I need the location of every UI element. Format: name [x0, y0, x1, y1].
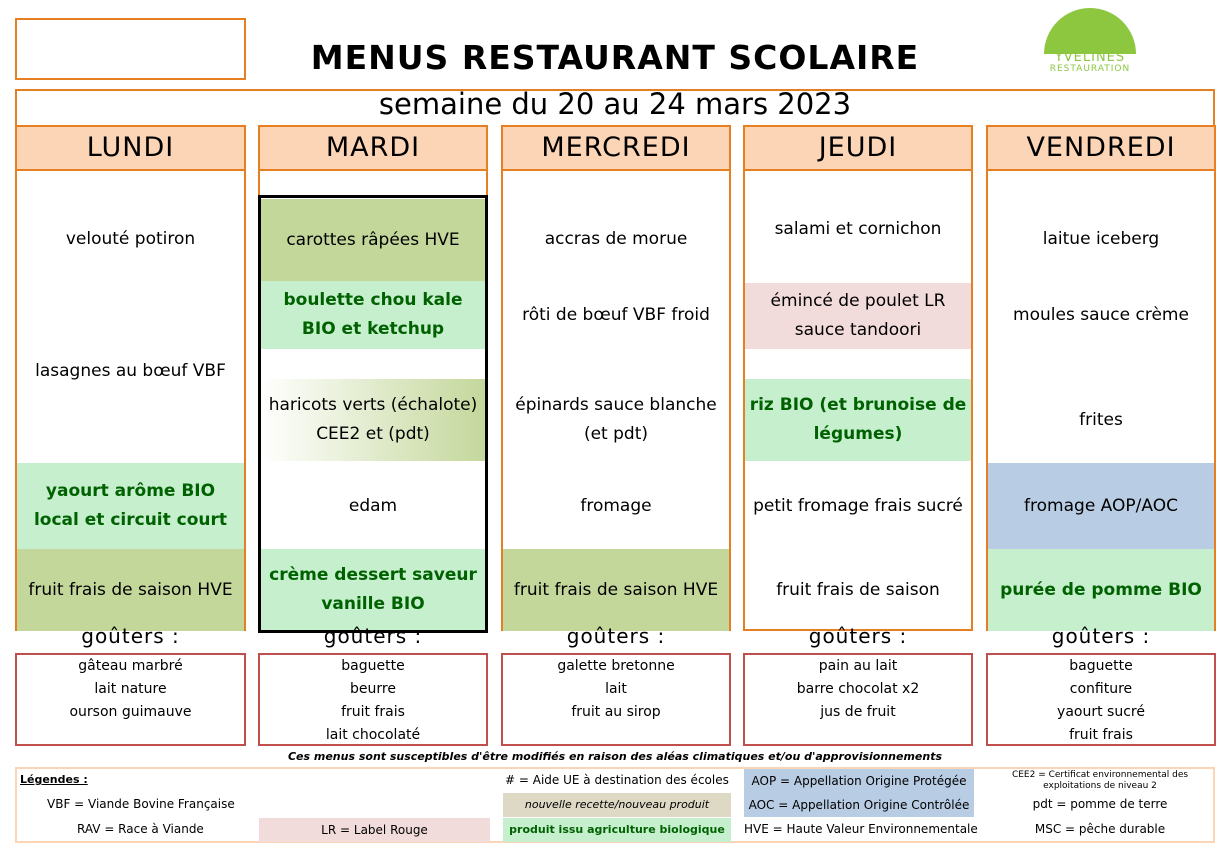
- gouter-item: pain au lait: [818, 658, 898, 674]
- day-header-vendredi: VENDREDI: [988, 127, 1214, 171]
- gouters-box-mercredi: [501, 653, 731, 746]
- mardi-highlight-frame: [258, 195, 488, 633]
- menu-entree-lundi: velouté potiron: [65, 228, 196, 249]
- logo-arc-icon: [1044, 8, 1136, 54]
- legend-pdt: pdt = pomme de terre: [1032, 797, 1168, 811]
- gouters-box-vendredi: [986, 653, 1216, 746]
- logo-placeholder-box: [15, 18, 246, 80]
- menu-plat-lundi: lasagnes au bœuf VBF: [35, 360, 226, 381]
- gouter-item: ourson guimauve: [69, 704, 192, 720]
- menu-laitier-mercredi: fromage: [580, 495, 652, 516]
- gouter-item: fruit au sirop: [571, 704, 661, 720]
- menu-plat-jeudi: émincé de poulet LR sauce tandoori: [745, 283, 971, 349]
- gouters-label-lundi: goûters :: [81, 624, 180, 648]
- gouter-item: yaourt sucré: [1057, 704, 1145, 720]
- disclaimer-note: Ces menus sont susceptibles d'être modifiés en raison des aléas climatiques et/ou d'approvisionnements: [287, 750, 943, 763]
- day-header-mercredi: MERCREDI: [503, 127, 729, 171]
- gouter-item: fruit frais: [1069, 727, 1133, 743]
- legend-panel: [15, 767, 1215, 843]
- day-column-jeudi: [743, 125, 973, 631]
- day-header-lundi: LUNDI: [17, 127, 244, 171]
- logo-subtitle: RESTAURATION: [1049, 64, 1131, 74]
- day-header-mardi: MARDI: [260, 127, 486, 171]
- gouter-item: baguette: [1069, 658, 1133, 674]
- legend-aop: AOP = Appellation Origine Protégée: [744, 769, 974, 793]
- legend-lr: LR = Label Rouge: [259, 818, 490, 842]
- gouter-item: lait chocolaté: [325, 727, 421, 743]
- gouters-label-vendredi: goûters :: [1051, 624, 1151, 648]
- menu-dessert-lundi: fruit frais de saison HVE: [17, 549, 244, 631]
- menu-legume-mardi: haricots verts (échalote) CEE2 et (pdt): [260, 379, 486, 461]
- gouter-item: baguette: [341, 658, 405, 674]
- gouters-box-mardi: [258, 653, 488, 746]
- gouter-item: lait nature: [94, 681, 167, 697]
- menu-entree-jeudi: salami et cornichon: [774, 218, 942, 239]
- logo-name: YVELINES: [1054, 50, 1126, 65]
- menu-dessert-jeudi: fruit frais de saison: [776, 579, 940, 600]
- day-column-vendredi: [986, 125, 1216, 631]
- page-title: MENUS RESTAURANT SCOLAIRE: [310, 38, 920, 77]
- menu-dessert-vendredi: purée de pomme BIO: [988, 549, 1214, 631]
- gouter-item: confiture: [1069, 681, 1133, 697]
- legend-cee2: CEE2 = Certificat environnemental des exploitations de niveau 2: [1011, 770, 1189, 790]
- menu-laitier-mardi: edam: [348, 495, 398, 516]
- legend-bio: produit issu agriculture biologique: [503, 818, 731, 842]
- yvelines-restauration-logo: [1030, 6, 1150, 76]
- legend-rav: RAV = Race à Viande: [77, 822, 204, 836]
- legend-hve: HVE = Haute Valeur Environnementale: [744, 822, 978, 836]
- gouters-label-jeudi: goûters :: [808, 624, 908, 648]
- gouters-label-mardi: goûters :: [323, 624, 423, 648]
- menu-laitier-vendredi: fromage AOP/AOC: [988, 463, 1214, 549]
- day-column-mercredi: [501, 125, 731, 631]
- week-title: semaine du 20 au 24 mars 2023: [378, 87, 852, 121]
- legend-vbf: VBF = Viande Bovine Française: [47, 797, 235, 811]
- menu-legume-jeudi: riz BIO (et brunoise de légumes): [745, 379, 971, 461]
- day-header-jeudi: JEUDI: [745, 127, 971, 171]
- menu-entree-mardi: carottes râpées HVE: [260, 199, 486, 281]
- menu-plat-mercredi: rôti de bœuf VBF froid: [522, 304, 710, 325]
- menu-entree-vendredi: laitue iceberg: [1042, 228, 1160, 249]
- gouter-item: gâteau marbré: [78, 658, 183, 674]
- menu-legume-vendredi: frites: [1079, 409, 1123, 430]
- gouter-item: lait: [605, 681, 627, 697]
- menu-legume-mercredi: épinards sauce blanche (et pdt): [515, 395, 717, 444]
- menu-dessert-mercredi: fruit frais de saison HVE: [503, 549, 729, 631]
- gouter-item: barre chocolat x2: [796, 681, 920, 697]
- gouters-box-lundi: [15, 653, 246, 746]
- legend-title: Légendes :: [20, 773, 88, 786]
- menu-laitier-lundi: yaourt arôme BIO local et circuit court: [17, 463, 244, 549]
- menu-plat-mardi: boulette chou kale BIO et ketchup: [260, 281, 486, 349]
- gouter-item: jus de fruit: [820, 704, 896, 720]
- menu-laitier-jeudi: petit fromage frais sucré: [753, 495, 963, 516]
- legend-nouvelle-recette: nouvelle recette/nouveau produit: [503, 793, 731, 817]
- legend-aoc: AOC = Appellation Origine Contrôlée: [744, 793, 974, 817]
- menu-entree-mercredi: accras de morue: [544, 228, 688, 249]
- legend-msc: MSC = pêche durable: [1034, 822, 1166, 836]
- menu-plat-vendredi: moules sauce crème: [1013, 304, 1189, 325]
- day-column-lundi: [15, 125, 246, 631]
- gouters-label-mercredi: goûters :: [566, 624, 666, 648]
- gouter-item: galette bretonne: [557, 658, 675, 674]
- legend-ue: # = Aide UE à destination des écoles: [505, 773, 729, 787]
- menu-dessert-mardi: crème dessert saveur vanille BIO: [260, 549, 486, 631]
- gouter-item: fruit frais: [341, 704, 405, 720]
- gouter-item: beurre: [350, 681, 396, 697]
- gouters-box-jeudi: [743, 653, 973, 746]
